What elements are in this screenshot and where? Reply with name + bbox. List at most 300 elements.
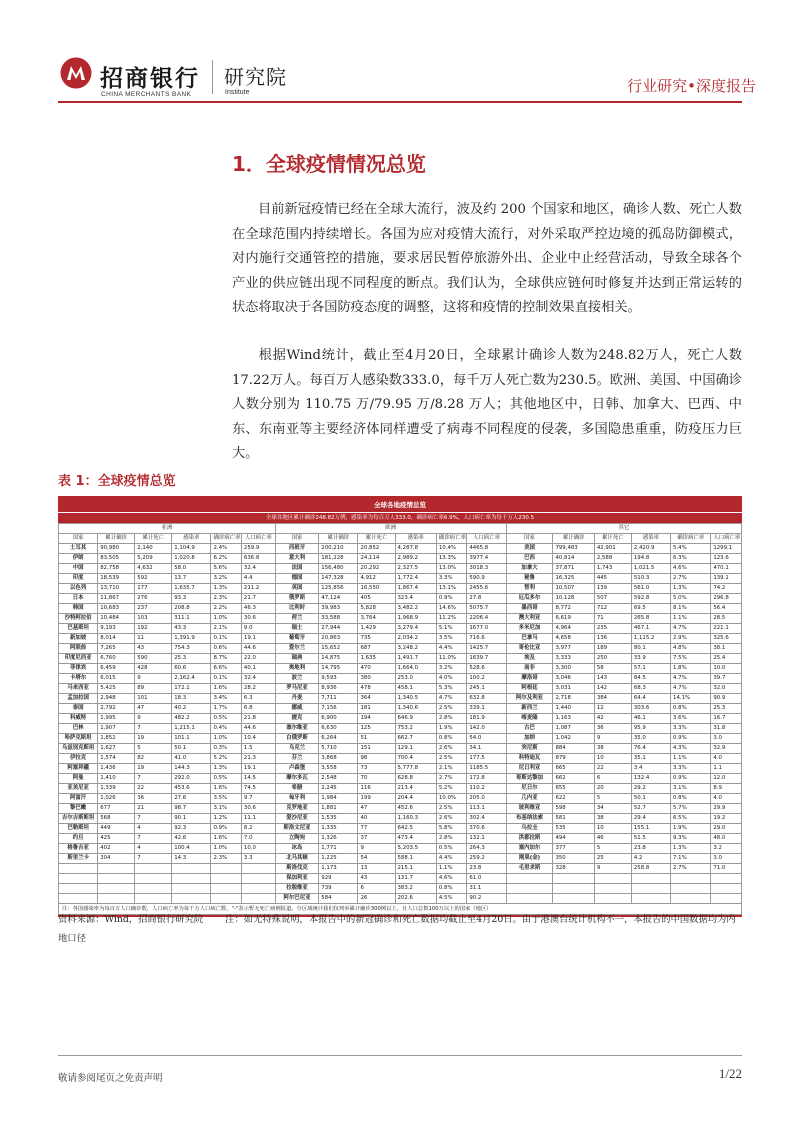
value-cell: 46.1 [631,714,670,724]
value-cell: 4.7% [671,624,711,634]
value-cell: 8.9 [711,784,742,794]
value-cell: 37,871 [553,564,594,574]
value-cell: 4,912 [358,574,395,584]
value-cell: 11.2% [436,614,466,624]
value-cell: 1.3% [671,844,711,854]
value-cell: 177 [135,584,172,594]
value-cell: 9,593 [319,674,358,684]
value-cell: 292.0 [172,774,211,784]
value-cell: 0.8% [671,704,711,714]
country-cell: 加拿大 [506,564,553,574]
value-cell: 0.5% [211,714,241,724]
value-cell: 0.1% [211,674,241,684]
country-cell: 马来西亚 [59,684,98,694]
country-cell: 厄瓜多尔 [506,594,553,604]
value-cell: 136 [594,634,631,644]
value-cell: 700.4 [395,754,436,764]
table-row [59,784,742,794]
region-europe: 欧洲 [275,524,506,534]
value-cell: 35.1 [631,754,670,764]
country-cell [59,864,98,874]
value-cell: 16,550 [358,584,395,594]
source-block [58,910,742,948]
value-cell: 84.5 [631,674,670,684]
value-cell: 581 [553,814,594,824]
value-cell: 42.6 [172,834,211,844]
value-cell: 28.2 [241,684,275,694]
value-cell: 383.2 [395,884,436,894]
value-cell: 28.5 [711,614,742,624]
value-cell: 57.1 [631,664,670,674]
value-cell: 470 [358,664,395,674]
value-cell: 70 [358,774,395,784]
value-cell: 80.1 [631,644,670,654]
country-cell: 布基纳法索 [506,814,553,824]
value-cell: 50.1 [172,744,211,754]
value-cell: 8.2 [241,824,275,834]
column-header: 累计死亡 [135,534,172,544]
page-header [0,0,800,110]
value-cell: 71 [594,614,631,624]
value-cell: 5.7% [671,804,711,814]
value-cell: 5.0% [671,594,711,604]
footer-disclaimer: 敬请参阅尾页之免责声明 [58,1073,163,1084]
value-cell: 323.4 [395,594,436,604]
region-other: 其它 [506,524,741,534]
country-cell: 玻利维亚 [506,804,553,814]
value-cell: 26 [358,894,395,904]
value-cell: 2.6% [436,744,466,754]
value-cell: 116 [358,784,395,794]
value-cell: 1639.7 [467,654,506,664]
value-cell: 3.2% [211,574,241,584]
country-cell: 斯洛文尼亚 [275,824,319,834]
value-cell: 36 [135,794,172,804]
value-cell: 132.4 [631,774,670,784]
value-cell: 32.0 [711,684,742,694]
table-row [59,884,742,894]
value-cell [553,894,594,904]
value-cell: 3.6% [671,714,711,724]
value-cell: 11 [135,634,172,644]
value-cell: 1,771 [319,844,358,854]
country-cell: 北马其顿 [275,854,319,864]
country-cell: 多米尼加 [506,624,553,634]
value-cell: 311.1 [172,614,211,624]
value-cell: 172.1 [172,684,211,694]
value-cell: 7,711 [319,694,358,704]
value-cell: 11.1 [241,814,275,824]
value-cell: 38.1 [711,644,742,654]
value-cell: 48.0 [711,834,742,844]
value-cell: 6,459 [98,664,135,674]
column-header: 感染率 [172,534,211,544]
country-cell [59,874,98,884]
header-rule [58,101,742,103]
value-cell: 1,339 [98,784,135,794]
value-cell [711,874,742,884]
table-row [59,894,742,904]
value-cell: 3,046 [553,674,594,684]
value-cell: 2,140 [135,544,172,554]
value-cell: 458.1 [395,684,436,694]
value-cell: 11,867 [98,594,135,604]
source-note: 注：如无特殊说明，本报告中的新冠确诊和死亡数据均截止至4月20日。由于港澳台统计机构不一，本报告的中国数据均为内地口径 [58,914,736,944]
country-cell: 沙特阿拉伯 [59,614,98,624]
value-cell: 38 [594,744,631,754]
value-cell: 40.1 [241,664,275,674]
value-cell: 1,852 [98,734,135,744]
value-cell: 4,632 [135,564,172,574]
country-cell: 奥地利 [275,664,319,674]
value-cell: 25.3 [172,654,211,664]
value-cell: 15,652 [319,644,358,654]
region-asia: 亚洲 [59,524,276,534]
value-cell [594,874,631,884]
value-cell: 204.4 [395,794,436,804]
country-cell: 阿曼 [59,774,98,784]
value-cell: 21.7 [241,594,275,604]
value-cell: 58.0 [172,564,211,574]
value-cell: 5.3% [436,684,466,694]
value-cell: 8,014 [98,634,135,644]
value-cell: 739 [319,884,358,894]
country-cell: 保加利亚 [275,874,319,884]
value-cell: 5075.7 [467,604,506,614]
country-cell: 巴勒斯坦 [59,824,98,834]
value-cell: 6.8 [241,704,275,714]
value-cell: 405 [358,594,395,604]
value-cell: 20,863 [319,634,358,644]
value-cell: 304 [98,854,135,864]
value-cell: 44.6 [241,644,275,654]
table-row [59,854,742,864]
value-cell: 632.8 [467,694,506,704]
country-cell: 新加坡 [59,634,98,644]
country-cell: 斯里兰卡 [59,854,98,864]
value-cell: 1,391.9 [172,634,211,644]
value-cell: 139.1 [711,574,742,584]
value-cell: 25.4 [711,654,742,664]
value-cell: 5,209 [135,554,172,564]
value-cell: 125,856 [319,584,358,594]
value-cell: 2,162.4 [172,674,211,684]
value-cell: 2.8% [436,834,466,844]
value-cell: 884 [553,744,594,754]
value-cell: 90,980 [98,544,135,554]
value-cell: 1,627 [98,744,135,754]
value-cell: 2.1% [436,764,466,774]
value-cell: 113.1 [467,804,506,814]
value-cell: 1.6% [211,684,241,694]
value-cell: 4,964 [553,624,594,634]
value-cell: 2.5% [436,754,466,764]
value-cell: 1,772.4 [395,574,436,584]
value-cell: 22 [135,784,172,794]
value-cell [631,874,670,884]
value-cell: 2.7% [436,774,466,784]
value-cell: 22.0 [241,654,275,664]
value-cell: 20 [594,784,631,794]
value-cell: 37 [358,834,395,844]
value-cell: 325.6 [711,634,742,644]
value-cell: 74.2 [711,584,742,594]
country-cell: 瑞士 [275,624,319,634]
value-cell: 402 [98,844,135,854]
value-cell: 2455.6 [467,584,506,594]
value-cell: 29.0 [711,824,742,834]
value-cell: 76.4 [631,744,670,754]
value-cell: 4.0% [436,674,466,684]
value-cell: 36 [594,724,631,734]
value-cell [241,894,275,904]
table-row [59,714,742,724]
table-caption: 表 1：全球疫情总览 [58,474,176,489]
value-cell: 29.9 [711,804,742,814]
value-cell [172,894,211,904]
value-cell: 1,635.7 [172,584,211,594]
value-cell: 123.6 [711,554,742,564]
value-cell: 6.3 [241,694,275,704]
section-title: 1．全球疫情情况总览 [232,152,426,176]
country-cell: 黎巴嫩 [59,804,98,814]
value-cell: 10,683 [98,604,135,614]
table-row [59,844,742,854]
value-cell: 1,743 [594,564,631,574]
value-cell [135,864,172,874]
value-cell: 16,325 [553,574,594,584]
value-cell: 90.9 [711,694,742,704]
value-cell: 9 [135,714,172,724]
country-cell: 法国 [275,564,319,574]
value-cell [211,864,241,874]
value-cell: 467.1 [631,624,670,634]
value-cell: 2,327.5 [395,564,436,574]
value-cell: 3,031 [553,684,594,694]
value-cell: 143 [594,674,631,684]
region-header-row [59,524,742,534]
column-header: 感染率 [395,534,436,544]
report-type: 行业研究•深度报告 [627,77,756,95]
value-cell: 4.0 [711,794,742,804]
column-header: 确诊病亡率 [671,534,711,544]
value-cell: 10,484 [98,614,135,624]
value-cell: 42,901 [594,544,631,554]
value-cell: 90.1 [172,814,211,824]
value-cell: 47,124 [319,594,358,604]
value-cell: 276 [135,594,172,604]
table-row [59,704,742,714]
value-cell: 221.1 [711,624,742,634]
country-cell: 亚美尼亚 [59,784,98,794]
value-cell: 12 [594,704,631,714]
value-cell: 879 [553,754,594,764]
value-cell: 3,248.2 [395,644,436,654]
table-note: 注：各国感染率为每百万人口确诊数，人口病亡率为每千万人口病亡数，"-"表示暂无死亡病例报道。分区域统计我们仅列举累计确诊300例以上，且人口总数100万以上的国家（地区） [58,904,742,915]
column-header: 国家 [275,534,319,544]
value-cell: 4.3% [671,744,711,754]
country-cell: 乌拉圭 [506,824,553,834]
value-cell [211,874,241,884]
institute-name-cn: 研究院 [224,65,287,89]
value-cell: 9.0 [241,624,275,634]
value-cell: 0.1% [211,634,241,644]
value-cell: 3.4 [631,764,670,774]
value-cell: 21 [135,804,172,814]
value-cell: 425 [98,834,135,844]
value-cell: 9 [594,864,631,874]
value-cell: 1,340.5 [395,694,436,704]
country-cell: 澳大利亚 [506,614,553,624]
value-cell: 40.2 [172,704,211,714]
value-cell: 155.1 [631,824,670,834]
value-cell: 687 [358,644,395,654]
value-cell: 8.7% [211,654,241,664]
country-cell: 泰国 [59,704,98,714]
table-row [59,694,742,704]
country-cell: 孟加拉国 [59,694,98,704]
value-cell [211,884,241,894]
country-cell: 加纳 [506,734,553,744]
value-cell: 2,948 [98,694,135,704]
value-cell: 3.1% [671,784,711,794]
value-cell: 7,265 [98,644,135,654]
value-cell: 1,907 [98,724,135,734]
country-cell: 美国 [506,544,553,554]
value-cell: 636.8 [241,554,275,564]
value-cell [631,884,670,894]
value-cell: 2.3% [211,854,241,864]
country-cell: 刚果(金) [506,854,553,864]
value-cell: 19.1 [241,764,275,774]
value-cell: 181,228 [319,554,358,564]
value-cell: 35.0 [631,734,670,744]
value-cell: 2.1% [211,624,241,634]
value-cell: 265.8 [631,614,670,624]
value-cell: 1,104.9 [172,544,211,554]
value-cell: 3.0 [711,854,742,864]
value-cell: 3,868 [319,754,358,764]
value-cell: 54.0 [467,734,506,744]
country-cell: 约旦 [59,834,98,844]
value-cell: 561.0 [631,584,670,594]
country-cell: 卡塔尔 [59,674,98,684]
value-cell: 1,491.7 [395,654,436,664]
country-cell: 巴基斯坦 [59,624,98,634]
column-header: 累计确诊 [319,534,358,544]
value-cell: 1299.1 [711,544,742,554]
value-cell: 5,425 [98,684,135,694]
country-cell: 哈萨克斯坦 [59,734,98,744]
value-cell: 339.1 [467,704,506,714]
value-cell: 3.3 [241,854,275,864]
value-cell: 350 [553,854,594,864]
value-cell: 1,026 [98,794,135,804]
column-header: 确诊病亡率 [211,534,241,544]
value-cell: 4.4 [241,574,275,584]
value-cell: 34 [594,804,631,814]
column-header: 人口病亡率 [241,534,275,544]
value-cell: 1.5 [241,744,275,754]
value-cell: 98.7 [172,804,211,814]
table-row [59,824,742,834]
value-cell: 259.9 [241,544,275,554]
value-cell: 5.4% [671,544,711,554]
value-cell: 328 [553,864,594,874]
value-cell: 452.6 [395,804,436,814]
value-cell: 147,328 [319,574,358,584]
value-cell: 4.0 [711,754,742,764]
value-cell: 245.1 [467,684,506,694]
country-cell: 印度尼西亚 [59,654,98,664]
value-cell: 0.9% [671,774,711,784]
value-cell: 27.6 [172,794,211,804]
country-cell: 科威特 [59,714,98,724]
value-cell: 1,995 [98,714,135,724]
country-cell: 爱尔兰 [275,644,319,654]
value-cell: 110.2 [467,784,506,794]
country-cell: 墨西哥 [506,604,553,614]
value-cell: 29.4 [631,814,670,824]
value-cell [172,864,211,874]
value-cell: 90.2 [467,894,506,904]
value-cell: 208.8 [172,604,211,614]
value-cell: 202.6 [395,894,436,904]
value-cell: 1,968.9 [395,614,436,624]
value-cell: 27.8 [467,594,506,604]
country-cell: 南非 [506,664,553,674]
value-cell: 30.6 [241,804,275,814]
table-title: 全球各地疫情总览 [58,499,742,512]
table-row [59,574,742,584]
value-cell: 4.4% [436,854,466,864]
country-cell [506,884,553,894]
value-cell: 3.4% [211,694,241,704]
table-row [59,584,742,594]
value-cell: 1,215.1 [172,724,211,734]
institute-name-en: Institute [225,89,250,96]
value-cell: 77 [358,824,395,834]
table-row [59,644,742,654]
value-cell: 14,875 [319,654,358,664]
value-cell: 3,482.2 [395,604,436,614]
value-cell: 494 [553,834,594,844]
value-cell: 628.8 [395,774,436,784]
table-row [59,564,742,574]
value-cell [711,894,742,904]
value-cell: 1,436 [98,764,135,774]
value-cell: 1.3% [671,584,711,594]
country-cell: 哥斯达黎加 [506,774,553,784]
value-cell: 7,156 [319,704,358,714]
value-cell: 0.8% [436,734,466,744]
value-cell: 199 [358,794,395,804]
value-cell: 3,977 [553,644,594,654]
value-cell: 4.8% [671,644,711,654]
value-cell: 665 [553,764,594,774]
value-cell: 1,881 [319,804,358,814]
value-cell [98,894,135,904]
value-cell: 0.8% [671,794,711,804]
table-row [59,554,742,564]
value-cell: 46 [594,834,631,844]
value-cell: 200,210 [319,544,358,554]
value-cell: 1.1 [711,764,742,774]
value-cell: 7.1% [671,854,711,864]
value-cell: 215.1 [395,864,436,874]
value-cell: 93.3 [172,594,211,604]
value-cell: 13.3% [436,554,466,564]
